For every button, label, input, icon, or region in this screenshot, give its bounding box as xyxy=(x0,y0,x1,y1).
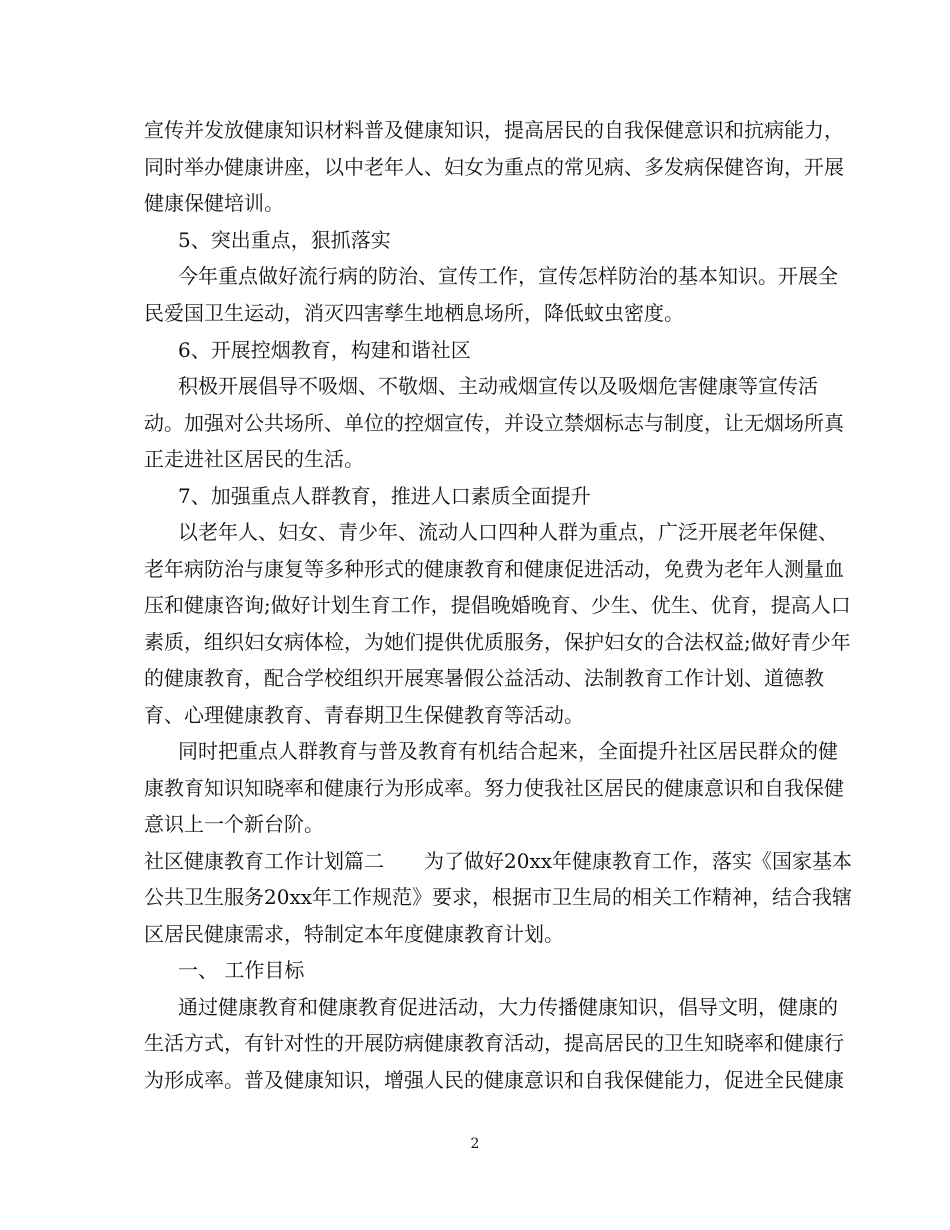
text-line: 通过健康教育和健康教育促进活动，大力传播健康知识，倡导文明，健康的 xyxy=(178,995,838,1019)
text-line: 以老年人、妇女、青少年、流动人口四种人群为重点，广泛开展老年保健、 xyxy=(178,520,838,544)
text-line: 积极开展倡导不吸烟、不敬烟、主动戒烟宣传以及吸烟危害健康等宣传活 xyxy=(178,374,818,398)
text-line: 区居民健康需求，特制定本年度健康教育计划。 xyxy=(144,922,564,946)
section-heading: 7、加强重点人群教育，推进人口素质全面提升 xyxy=(178,484,591,508)
text-line: 同时举办健康讲座，以中老年人、妇女为重点的常见病、多发病保健咨询，开展 xyxy=(144,155,844,179)
text-line: 老年病防治与康复等多种形式的健康教育和健康促进活动，免费为老年人测量血 xyxy=(144,557,844,581)
text-line: 素质，组织妇女病体检，为她们提供优质服务，保护妇女的合法权益;做好青少年 xyxy=(144,630,851,654)
text-line: 宣传并发放健康知识材料普及健康知识，提高居民的自我保健意识和抗病能力， xyxy=(144,118,844,142)
page-number: 2 xyxy=(470,1136,480,1152)
text-line: 公共卫生服务20xx年工作规范》要求，根据市卫生局的相关工作精神，结合我辖 xyxy=(144,885,853,909)
text-line: 压和健康咨询;做好计划生育工作，提倡晚婚晚育、少生、优生、优育，提高人口 xyxy=(144,593,851,617)
text-line: 正走进社区居民的生活。 xyxy=(144,447,364,471)
text-line: 意识上一个新台阶。 xyxy=(144,812,324,836)
text-line: 为形成率。普及健康知识，增强人民的健康意识和自我保健能力，促进全民健康 xyxy=(144,1068,844,1092)
text-line: 生活方式，有针对性的开展防病健康教育活动，提高居民的卫生知晓率和健康行 xyxy=(144,1031,844,1055)
section-heading: 5、突出重点，狠抓落实 xyxy=(178,228,391,252)
section-heading: 6、开展控烟教育，构建和谐社区 xyxy=(178,338,471,362)
text-line: 的健康教育，配合学校组织开展寒暑假公益活动、法制教育工作计划、道德教 xyxy=(144,666,824,690)
section-heading: 一、 工作目标 xyxy=(178,958,305,982)
article-title-line: 社区健康教育工作计划篇二 为了做好20xx年健康教育工作，落实《国家基本 xyxy=(144,849,853,873)
text-line: 健康保健培训。 xyxy=(144,191,284,215)
text-line: 康教育知识知晓率和健康行为形成率。努力使我社区居民的健康意识和自我保健 xyxy=(144,776,844,800)
text-line: 动。加强对公共场所、单位的控烟宣传，并设立禁烟标志与制度，让无烟场所真 xyxy=(144,411,844,435)
text-line: 今年重点做好流行病的防治、宣传工作，宣传怎样防治的基本知识。开展全 xyxy=(178,264,838,288)
text-line: 育、心理健康教育、青春期卫生保健教育等活动。 xyxy=(144,703,584,727)
text-line: 民爱国卫生运动，消灭四害孳生地栖息场所，降低蚊虫密度。 xyxy=(144,301,684,325)
text-line: 同时把重点人群教育与普及教育有机结合起来，全面提升社区居民群众的健 xyxy=(178,739,838,763)
